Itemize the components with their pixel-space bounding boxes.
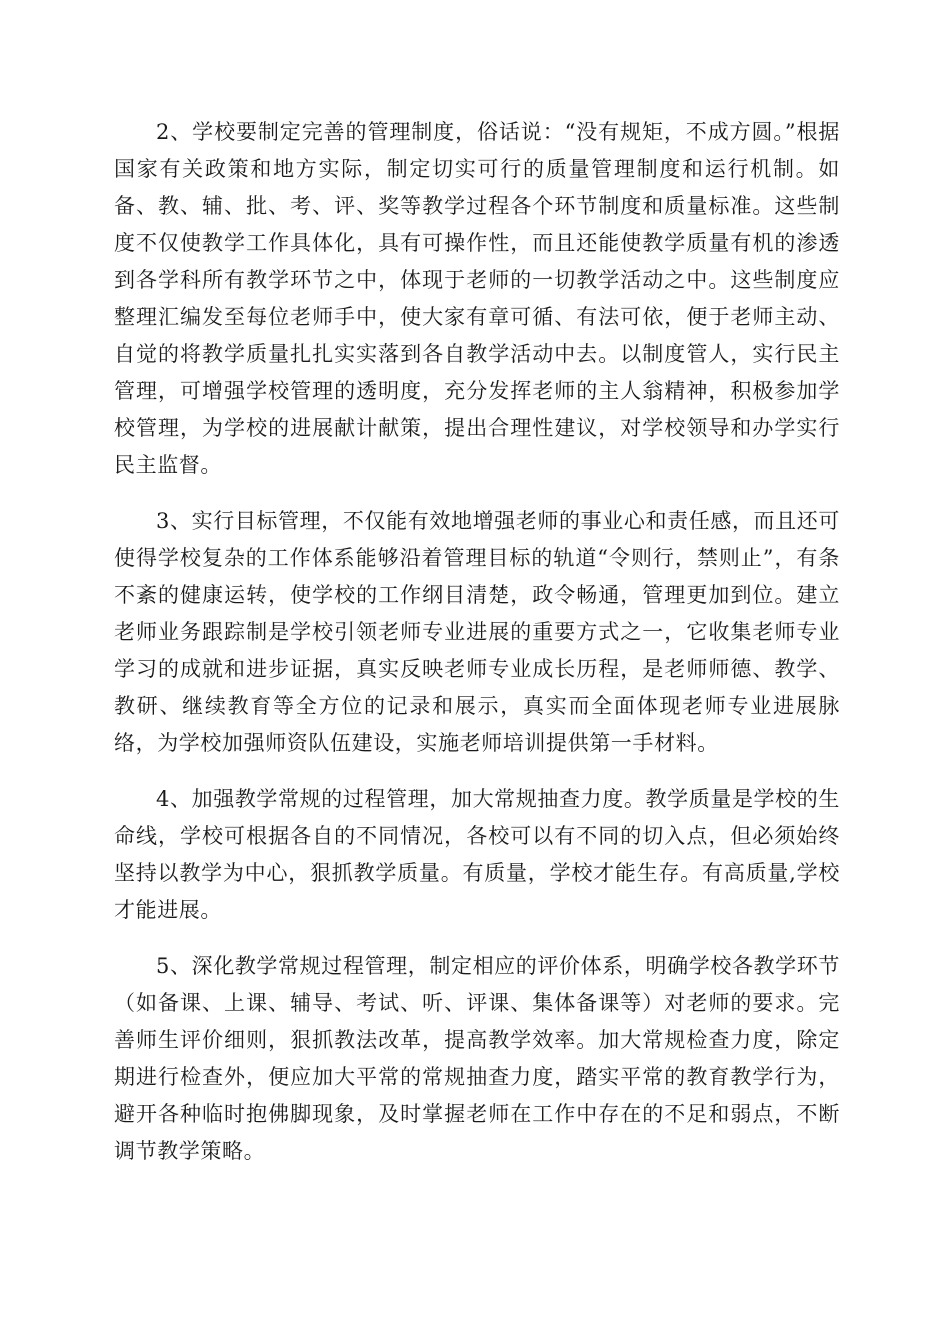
paragraph-5: 5、深化教学常规过程管理，制定相应的评价体系，明确学校各教学环节（如备课、上课、辅导、考试、听、评课、集体备课等）对老师的要求。完善师生评价细则，狠抓教法改革，提高教学效率。加大常规检查力度，除定期进行检查外，便应加大平常的常规抽查力度，踏实平常的教育教学行为，避开各种临时抱佛脚现象，及时掌握老师在工作中存在的不足和弱点，不断调节教学策略。	[114, 954, 840, 1163]
paragraph-2: 2、学校要制定完善的管理制度，俗话说：“没有规矩，不成方圆。”根据国家有关政策和地方实际，制定切实可行的质量管理制度和运行机制。如备、教、辅、批、考、评、奖等教学过程各个环节制度和质量标准。这些制度不仅使教学工作具体化，具有可操作性，而且还能使教学质量有机的渗透到各学科所有教学环节之中，体现于老师的一切教学活动之中。这些制度应整理汇编发至每位老师手中，使大家有章可循、有法可依，便于老师主动、自觉的将教学质量扎扎实实落到各自教学活动中去。以制度管人，实行民主管理，可增强学校管理的透明度，充分发挥老师的主人翁精神，积极参加学校管理，为学校的进展献计献策，提出合理性建议，对学校领导和办学实行民主监督。	[114, 120, 840, 477]
document-page	[114, 114, 840, 1189]
paragraph-4: 4、加强教学常规的过程管理，加大常规抽查力度。教学质量是学校的生命线，学校可根据各自的不同情况，各校可以有不同的切入点，但必须始终坚持以教学为中心，狠抓教学质量。有质量，学校才能生存。有高质量,学校才能进展。	[114, 787, 840, 922]
paragraph-3: 3、实行目标管理，不仅能有效地增强老师的事业心和责任感，而且还可使得学校复杂的工作体系能够沿着管理目标的轨道“令则行，禁则止”，有条不紊的健康运转，使学校的工作纲目清楚，政令畅通，管理更加到位。建立老师业务跟踪制是学校引领老师专业进展的重要方式之一，它收集老师专业学习的成就和进步证据，真实反映老师专业成长历程，是老师师德、教学、教研、继续教育等全方位的记录和展示，真实而全面体现老师专业进展脉络，为学校加强师资队伍建设，实施老师培训提供第一手材料。	[114, 509, 840, 755]
